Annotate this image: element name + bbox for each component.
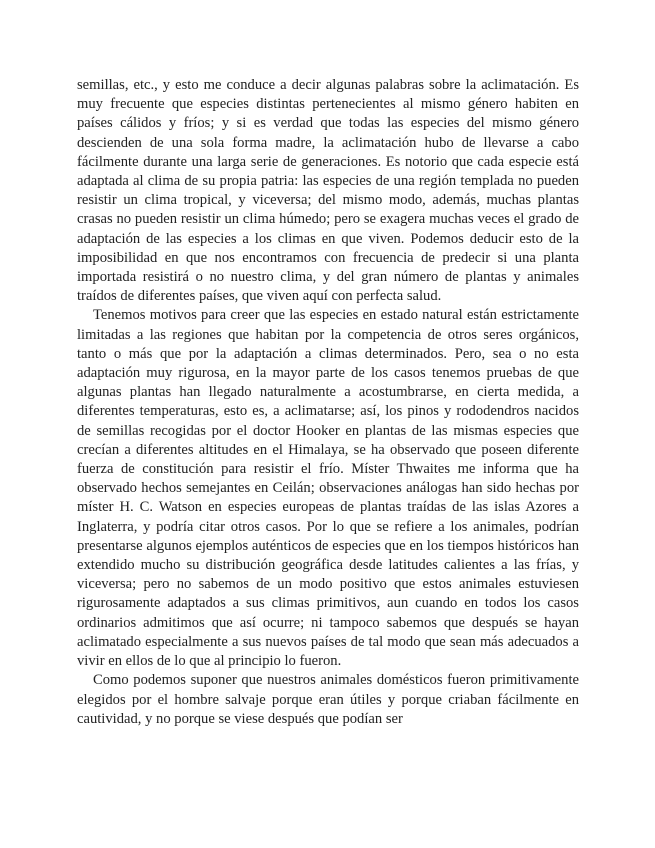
paragraph-2: Tenemos motivos para creer que las especies en estado natural están estrictamente limitadas a las regiones que habitan por la competencia de otros seres orgánicos, tanto o más que por la adaptación a climas determinados. Pero, sea o no esta adaptación muy rigurosa, en la mayor parte de los casos tenemos pruebas de que algunas plantas han llegado naturalmente a acostumbrarse, en cierta medida, a diferentes temperaturas, esto es, a aclimatarse; así, los pinos y rododendros nacidos de semillas recogidas por el doctor Hooker en plantas de las mismas especies que crecían a diferentes altitudes en el Himalaya, se ha observado que poseen diferente fuerza de constitución para resistir el frío. Míster Thwaites me informa que ha observado hechos semejantes en Ceilán; observaciones análogas han sido hechas por míster H. C. Watson en especies europeas de plantas traídas de las islas Azores a Inglaterra, y podría citar otros casos. Por lo que se refiere a los animales, podrían presentarse algunos ejemplos auténticos de especies que en los tiempos históricos han extendido mucho su distribución geográfica desde latitudes calientes a las frías, y viceversa; pero no sabemos de un modo positivo que estos animales estuviesen rigurosamente adaptados a sus climas primitivos, aun cuando en todos los casos ordinarios admitimos que así ocurre; ni tampoco sabemos que después se hayan aclimatado especialmente a sus nuevos países de tal modo que sean más adecuados a vivir en ellos de lo que al principio lo fueron. <box>77 307 579 670</box>
paragraph-1: semillas, etc., y esto me conduce a decir algunas palabras sobre la aclimatación. Es muy frecuente que especies distintas pertenecientes al mismo género habiten en países cálidos y fríos; y si es verdad que todas las especies del mismo género descienden de una sola forma madre, la aclimatación hubo de llevarse a cabo fácilmente durante una larga serie de generaciones. Es notorio que cada especie está adaptada al clima de su propia patria: las especies de una región templada no pueden resistir un clima tropical, y viceversa; del mismo modo, además, muchas plantas crasas no pueden resistir un clima húmedo; pero se exagera muchas veces el grado de adaptación de las especies a los climas en que viven. Podemos deducir esto de la imposibilidad en que nos encontramos con frecuencia de predecir si una planta importada resistirá o no nuestro clima, y del gran número de plantas y animales traídos de diferentes países, que viven aquí con perfecta salud. <box>77 77 579 305</box>
page-body <box>77 76 579 729</box>
paragraph-3: Como podemos suponer que nuestros animales domésticos fueron primitivamente elegidos por el hombre salvaje porque eran útiles y porque criaban fácilmente en cautividad, y no porque se viese después que podían ser <box>77 672 579 727</box>
